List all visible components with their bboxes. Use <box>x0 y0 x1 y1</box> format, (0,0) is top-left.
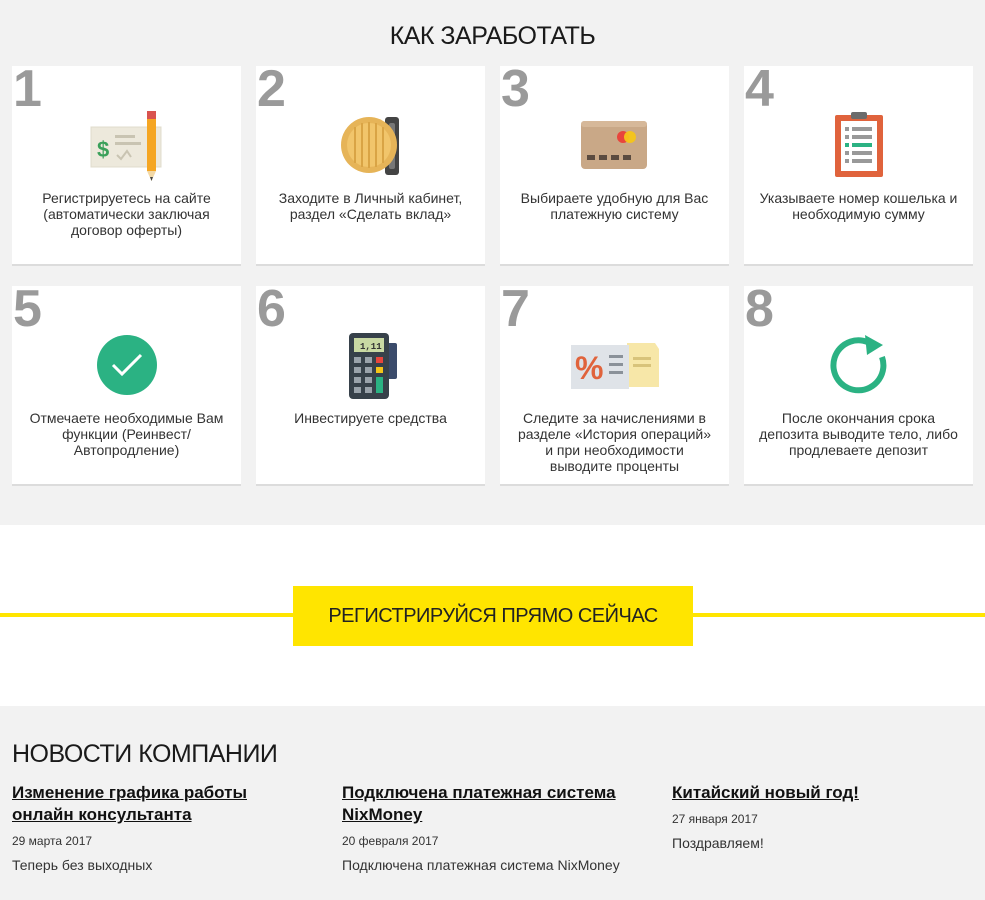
news-section-title: НОВОСТИ КОМПАНИИ <box>12 740 278 768</box>
step-card-3 <box>500 60 729 266</box>
news-date: 20 февраля 2017 <box>342 834 439 848</box>
step-card-2 <box>256 60 485 266</box>
step-number: 7 <box>501 280 529 338</box>
step-text: Регистрируетесь на сайте (автоматически заключая договор оферты) <box>42 190 211 238</box>
news-headline-link[interactable]: Китайский новый год! <box>672 783 859 802</box>
news-summary: Поздравляем! <box>672 835 764 851</box>
step-card-1 <box>12 60 241 266</box>
cta-section <box>0 525 985 706</box>
step-text: Отмечаете необходимые Вам функции (Реинвест/ Автопродление) <box>29 410 224 458</box>
step-number: 1 <box>13 60 41 118</box>
step-text: Заходите в Личный кабинет, раздел «Сделать вклад» <box>278 190 463 222</box>
clipboard-icon <box>744 102 973 188</box>
company-news-section <box>0 706 985 900</box>
news-headline-link[interactable]: Подключена платежная система NixMoney <box>342 783 616 824</box>
step-number: 5 <box>13 280 41 338</box>
refresh-icon <box>744 322 973 408</box>
svg-text:1,11: 1,11 <box>359 342 382 352</box>
payment-terminal-icon <box>256 322 485 408</box>
bank-card-icon <box>500 102 729 188</box>
step-text: После окончания срока депозита выводите тело, либо продлеваете депозит <box>759 410 958 458</box>
percent-document-icon <box>500 322 729 408</box>
step-text: Выбираете удобную для Вас платежную систему <box>520 190 709 222</box>
news-headline-link[interactable]: Изменение графика работы онлайн консультанта <box>12 783 247 824</box>
step-text: Инвестируете средства <box>294 410 447 426</box>
step-text: Указываете номер кошелька и необходимую сумму <box>759 190 958 222</box>
register-now-button[interactable]: РЕГИСТРИРУЙСЯ ПРЯМО СЕЙЧАС <box>293 586 693 646</box>
coin-slot-icon <box>256 102 485 188</box>
news-item <box>12 782 312 873</box>
how-to-earn-title: КАК ЗАРАБОТАТЬ <box>389 22 596 50</box>
step-card-4 <box>744 60 973 266</box>
step-card-7 <box>500 280 729 486</box>
news-item <box>672 782 972 851</box>
check-and-pencil-icon <box>12 102 241 188</box>
news-date: 29 марта 2017 <box>12 834 93 848</box>
news-date: 27 января 2017 <box>672 812 758 826</box>
step-card-5 <box>12 280 241 486</box>
svg-text:%: % <box>574 350 603 386</box>
svg-text:$: $ <box>96 137 109 162</box>
news-summary: Теперь без выходных <box>12 857 153 873</box>
step-number: 2 <box>257 60 285 118</box>
step-number: 8 <box>745 280 773 338</box>
step-number: 4 <box>745 60 773 118</box>
step-text: Следите за начислениями в разделе «История операций» и при необходимости выводите проценты <box>518 410 711 474</box>
step-number: 6 <box>257 280 285 338</box>
step-number: 3 <box>501 60 529 118</box>
news-item <box>342 782 642 873</box>
news-summary: Подключена платежная система NixMoney <box>342 857 620 873</box>
checkmark-circle-icon <box>12 322 241 408</box>
step-card-6 <box>256 280 485 486</box>
step-card-8 <box>744 280 973 486</box>
